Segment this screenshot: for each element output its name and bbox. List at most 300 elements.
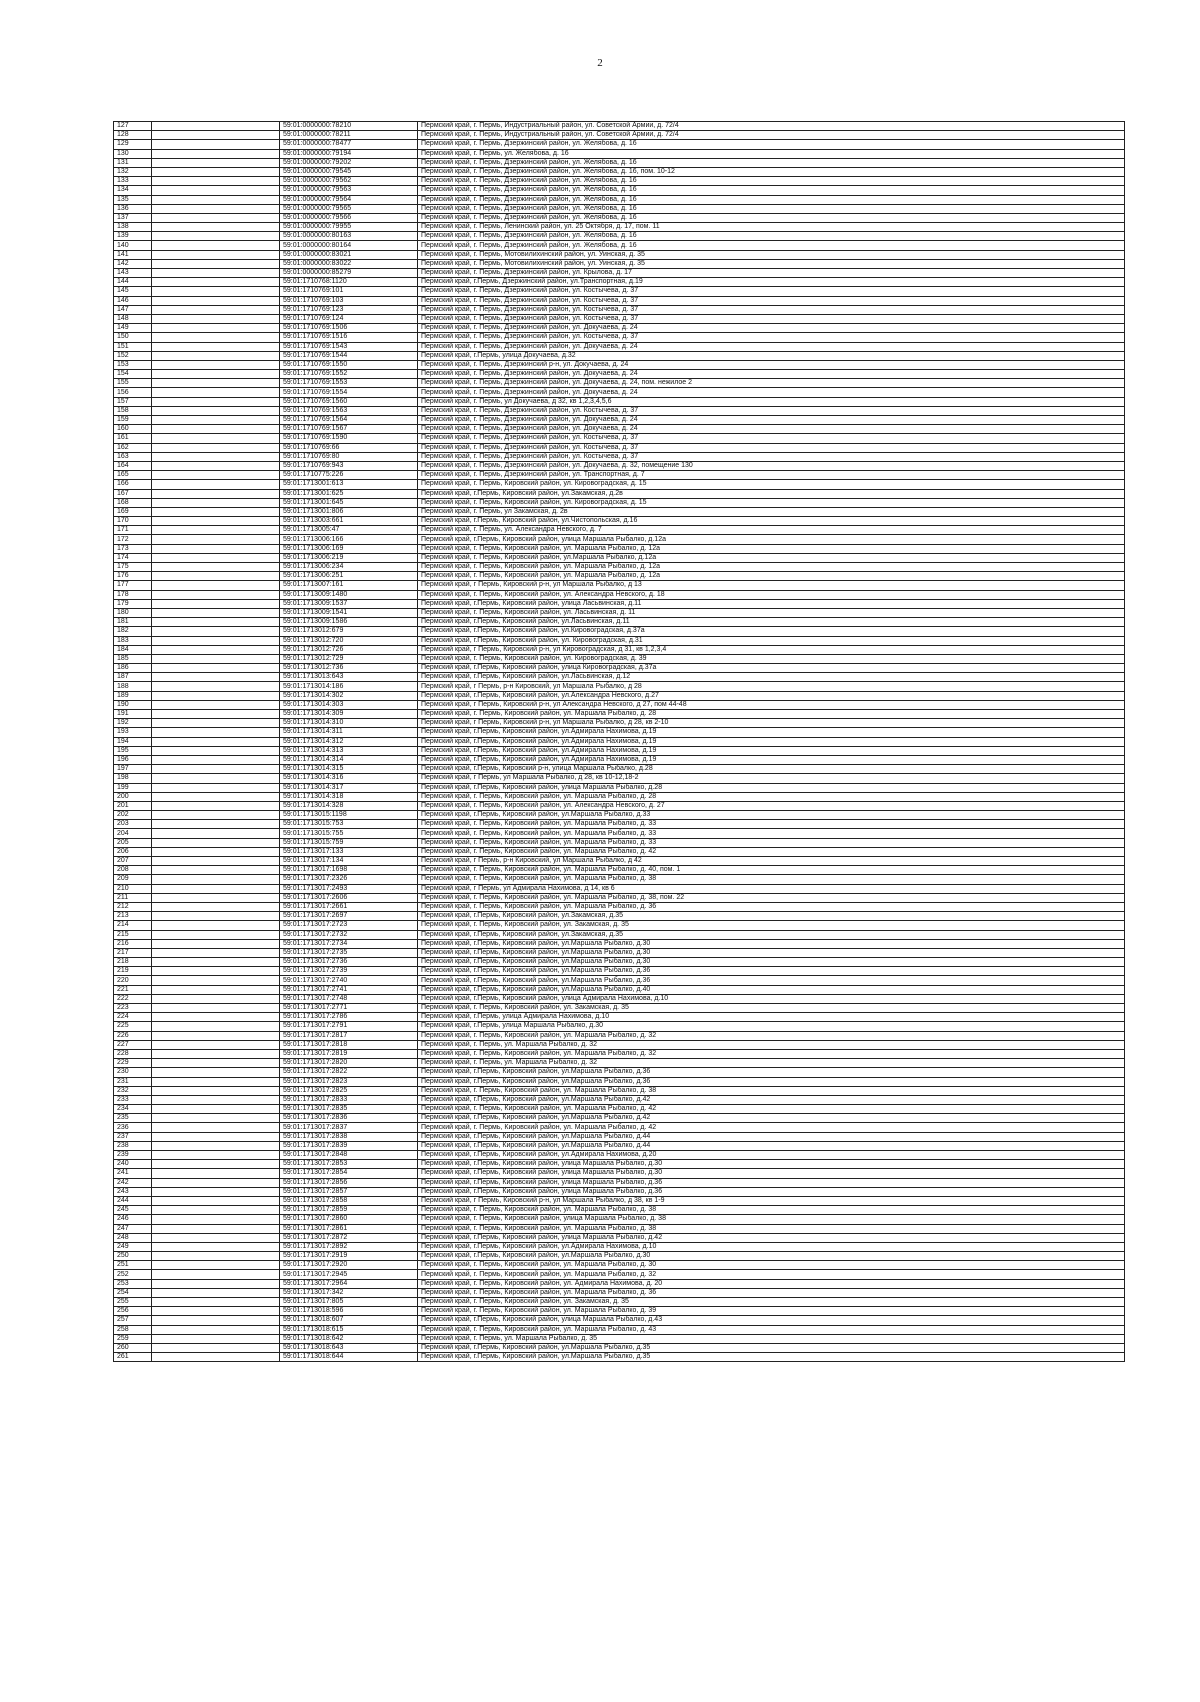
address-cell: Пермский край, г.Пермь, Кировский район, ул.Адмирала Нахимова, д.19 (418, 755, 1125, 764)
table-row (114, 287, 1125, 296)
table-row (114, 223, 1125, 232)
table-row (114, 1233, 1125, 1242)
row-number-cell: 176 (114, 572, 152, 581)
table-row (114, 1068, 1125, 1077)
cadastral-number-cell: 59:01:1710768:1120 (280, 278, 418, 287)
cadastral-number-cell: 59:01:0000000:79565 (280, 204, 418, 213)
address-cell: Пермский край, г.Пермь, Кировский район, ул.Маршала Рыбалко, д.33 (418, 811, 1125, 820)
empty-cell (152, 691, 280, 700)
row-number-cell: 196 (114, 755, 152, 764)
row-number-cell: 181 (114, 618, 152, 627)
empty-cell (152, 498, 280, 507)
cadastral-number-cell: 59:01:1713017:2661 (280, 902, 418, 911)
table-row (114, 535, 1125, 544)
address-cell: Пермский край, г. Пермь, Дзержинский район, ул. Докучаева, д. 24, пом. нежилое 2 (418, 379, 1125, 388)
empty-cell (152, 737, 280, 746)
table-row (114, 710, 1125, 719)
empty-cell (152, 223, 280, 232)
table-row (114, 1334, 1125, 1343)
empty-cell (152, 360, 280, 369)
empty-cell (152, 1059, 280, 1068)
address-cell: Пермский край, г. Пермь, Кировский район, ул. Маршала Рыбалко, д. 33 (418, 820, 1125, 829)
cadastral-number-cell: 59:01:0000000:79545 (280, 167, 418, 176)
cadastral-number-cell: 59:01:1710769:1554 (280, 388, 418, 397)
empty-cell (152, 131, 280, 140)
row-number-cell: 188 (114, 682, 152, 691)
table-row (114, 370, 1125, 379)
row-number-cell: 238 (114, 1141, 152, 1150)
row-number-cell: 245 (114, 1206, 152, 1215)
cadastral-number-cell: 59:01:0000000:79562 (280, 177, 418, 186)
table-row (114, 590, 1125, 599)
address-cell: Пермский край, г. Пермь, Дзержинский район, ул. Желябова, д. 16 (418, 241, 1125, 250)
table-row (114, 902, 1125, 911)
empty-cell (152, 1160, 280, 1169)
address-cell: Пермский край, г.Пермь, Кировский район, ул.Адмирала Нахимова, д.19 (418, 737, 1125, 746)
address-cell: Пермский край, г.Пермь, Кировский район, ул.Маршала Рыбалко, д.42 (418, 1114, 1125, 1123)
address-cell: Пермский край, г.Пермь, Кировский район, ул.Маршала Рыбалко, д.36 (418, 1068, 1125, 1077)
cadastral-number-cell: 59:01:1713009:1537 (280, 599, 418, 608)
address-cell: Пермский край, г. Пермь, Индустриальный район, ул. Советской Армии, д. 72/4 (418, 131, 1125, 140)
address-cell: Пермский край, г. Пермь, Кировский район, ул. Маршала Рыбалко, д. 38 (418, 1206, 1125, 1215)
address-cell: Пермский край, г.Пермь, Кировский район, улица Маршала Рыбалко, д.42 (418, 1233, 1125, 1242)
address-cell: Пермский край, г. Пермь, Кировский район, ул. Александра Невского, д. 27 (418, 801, 1125, 810)
empty-cell (152, 829, 280, 838)
row-number-cell: 223 (114, 1004, 152, 1013)
table-row (114, 461, 1125, 470)
empty-cell (152, 1004, 280, 1013)
empty-cell (152, 994, 280, 1003)
row-number-cell: 217 (114, 948, 152, 957)
table-row (114, 572, 1125, 581)
empty-cell (152, 1325, 280, 1334)
address-cell: Пермский край, г.Пермь, Кировский район, ул.Маршала Рыбалко, д.30 (418, 958, 1125, 967)
row-number-cell: 187 (114, 673, 152, 682)
cadastral-number-cell: 59:01:1713017:2493 (280, 884, 418, 893)
empty-cell (152, 204, 280, 213)
table-row (114, 1132, 1125, 1141)
row-number-cell: 184 (114, 645, 152, 654)
table-row (114, 884, 1125, 893)
row-number-cell: 190 (114, 700, 152, 709)
cadastral-number-cell: 59:01:1713017:2856 (280, 1178, 418, 1187)
empty-cell (152, 884, 280, 893)
cadastral-number-cell: 59:01:1710769:1567 (280, 425, 418, 434)
table-row (114, 149, 1125, 158)
empty-cell (152, 1279, 280, 1288)
address-cell: Пермский край, г. Пермь, Кировский район, ул. Закамская, д. 35 (418, 921, 1125, 930)
empty-cell (152, 1013, 280, 1022)
address-cell: Пермский край, г. Пермь, Дзержинский район, ул. Костычева, д. 37 (418, 452, 1125, 461)
empty-cell (152, 985, 280, 994)
row-number-cell: 208 (114, 866, 152, 875)
empty-cell (152, 654, 280, 663)
row-number-cell: 233 (114, 1095, 152, 1104)
cadastral-number-cell: 59:01:1713003:661 (280, 517, 418, 526)
address-cell: Пермский край, г.Пермь, Кировский район, ул.Маршала Рыбалко, д.30 (418, 939, 1125, 948)
cadastral-number-cell: 59:01:1713014:314 (280, 755, 418, 764)
cadastral-number-cell: 59:01:0000000:80164 (280, 241, 418, 250)
registry-table (113, 121, 1125, 1362)
address-cell: Пермский край, г. Пермь, ул. Александра Невского, д. 7 (418, 526, 1125, 535)
row-number-cell: 195 (114, 746, 152, 755)
table-row (114, 342, 1125, 351)
empty-cell (152, 1114, 280, 1123)
row-number-cell: 194 (114, 737, 152, 746)
address-cell: Пермский край, г.Пермь, Кировский район, ул.Маршала Рыбалко, д.42 (418, 1095, 1125, 1104)
address-cell: Пермский край, г.Пермь, Кировский район, ул.Кировоградская, д.37а (418, 627, 1125, 636)
address-cell: Пермский край, г.Пермь, Кировский район, ул.Маршала Рыбалко, д.36 (418, 1077, 1125, 1086)
cadastral-number-cell: 59:01:1713017:2839 (280, 1141, 418, 1150)
row-number-cell: 152 (114, 351, 152, 360)
table-row (114, 792, 1125, 801)
address-cell: Пермский край, г.Пермь, Кировский район, ул.Чистопольская, д.16 (418, 517, 1125, 526)
empty-cell (152, 241, 280, 250)
table-row (114, 507, 1125, 516)
table-row (114, 1343, 1125, 1352)
row-number-cell: 157 (114, 397, 152, 406)
row-number-cell: 136 (114, 204, 152, 213)
address-cell: Пермский край, г Пермь, р-н Кировский, ул Маршала Рыбалко, д 42 (418, 857, 1125, 866)
table-row (114, 278, 1125, 287)
table-row (114, 241, 1125, 250)
address-cell: Пермский край, г. Пермь, Кировский район, ул. Маршала Рыбалко, д. 36 (418, 902, 1125, 911)
table-row (114, 700, 1125, 709)
row-number-cell: 153 (114, 360, 152, 369)
cadastral-number-cell: 59:01:1710769:101 (280, 287, 418, 296)
table-row (114, 1206, 1125, 1215)
row-number-cell: 200 (114, 792, 152, 801)
table-row (114, 177, 1125, 186)
empty-cell (152, 902, 280, 911)
address-cell: Пермский край, г. Пермь, Дзержинский район, ул. Костычева, д. 37 (418, 305, 1125, 314)
row-number-cell: 160 (114, 425, 152, 434)
cadastral-number-cell: 59:01:0000000:79564 (280, 195, 418, 204)
row-number-cell: 155 (114, 379, 152, 388)
row-number-cell: 186 (114, 664, 152, 673)
address-cell: Пермский край, г. Пермь, Дзержинский район, ул. Желябова, д. 16 (418, 195, 1125, 204)
table-row (114, 471, 1125, 480)
cadastral-number-cell: 59:01:1713017:2920 (280, 1261, 418, 1270)
address-cell: Пермский край, г. Пермь, Дзержинский район, ул. Крылова, д. 17 (418, 269, 1125, 278)
cadastral-number-cell: 59:01:1713018:607 (280, 1316, 418, 1325)
empty-cell (152, 1095, 280, 1104)
empty-cell (152, 333, 280, 342)
empty-cell (152, 1316, 280, 1325)
cadastral-number-cell: 59:01:1710769:1552 (280, 370, 418, 379)
empty-cell (152, 645, 280, 654)
address-cell: Пермский край, г.Пермь, Кировский район, улица Адмирала Нахимова, д.10 (418, 994, 1125, 1003)
empty-cell (152, 1068, 280, 1077)
cadastral-number-cell: 59:01:1713017:2919 (280, 1252, 418, 1261)
row-number-cell: 218 (114, 958, 152, 967)
row-number-cell: 150 (114, 333, 152, 342)
address-cell: Пермский край, г. Пермь, ул. Маршала Рыбалко, д. 32 (418, 1059, 1125, 1068)
address-cell: Пермский край, г.Пермь, Кировский район, ул.Закамская, д.35 (418, 912, 1125, 921)
cadastral-number-cell: 59:01:1713017:2791 (280, 1022, 418, 1031)
address-cell: Пермский край, г. Пермь, Кировский район, ул. Маршала Рыбалко, д. 39 (418, 1307, 1125, 1316)
table-row (114, 186, 1125, 195)
row-number-cell: 147 (114, 305, 152, 314)
row-number-cell: 173 (114, 544, 152, 553)
table-row (114, 1031, 1125, 1040)
empty-cell (152, 682, 280, 691)
address-cell: Пермский край, г. Пермь, Дзержинский район, ул. Костычева, д. 37 (418, 287, 1125, 296)
address-cell: Пермский край, г. Пермь, Дзержинский район, ул. Докучаева, д. 32, помещение 130 (418, 461, 1125, 470)
address-cell: Пермский край, г. Пермь, Дзержинский район, ул. Костычева, д. 37 (418, 434, 1125, 443)
address-cell: Пермский край, г. Пермь, Кировский район, ул. Маршала Рыбалко, д. 33 (418, 829, 1125, 838)
cadastral-number-cell: 59:01:1713017:2786 (280, 1013, 418, 1022)
address-cell: Пермский край, г.Пермь, Дзержинский район, ул.Транспортная, д.19 (418, 278, 1125, 287)
address-cell: Пермский край, г.Пермь, Кировский район, ул.Ласьвинская, д.12 (418, 673, 1125, 682)
cadastral-number-cell: 59:01:0000000:78210 (280, 122, 418, 131)
cadastral-number-cell: 59:01:1710769:123 (280, 305, 418, 314)
address-cell: Пермский край, г Пермь, Кировский р-н, ул Александра Невского, д 27, пом 44-48 (418, 700, 1125, 709)
address-cell: Пермский край, г. Пермь, Кировский район, ул.Маршала Рыбалко, д.12а (418, 553, 1125, 562)
table-row (114, 1325, 1125, 1334)
cadastral-number-cell: 59:01:1713017:2854 (280, 1169, 418, 1178)
row-number-cell: 252 (114, 1270, 152, 1279)
table-row (114, 645, 1125, 654)
table-row (114, 838, 1125, 847)
empty-cell (152, 599, 280, 608)
row-number-cell: 183 (114, 636, 152, 645)
empty-cell (152, 746, 280, 755)
row-number-cell: 146 (114, 296, 152, 305)
address-cell: Пермский край, г.Пермь, Кировский район, улица Маршала Рыбалко, д.43 (418, 1316, 1125, 1325)
row-number-cell: 193 (114, 728, 152, 737)
row-number-cell: 164 (114, 461, 152, 470)
table-row (114, 388, 1125, 397)
row-number-cell: 253 (114, 1279, 152, 1288)
row-number-cell: 212 (114, 902, 152, 911)
cadastral-number-cell: 59:01:1710769:1590 (280, 434, 418, 443)
empty-cell (152, 765, 280, 774)
table-row (114, 195, 1125, 204)
empty-cell (152, 820, 280, 829)
empty-cell (152, 122, 280, 131)
address-cell: Пермский край, г. Пермь, Дзержинский район, ул. Костычева, д. 37 (418, 406, 1125, 415)
empty-cell (152, 167, 280, 176)
table-row (114, 167, 1125, 176)
table-row (114, 627, 1125, 636)
empty-cell (152, 314, 280, 323)
row-number-cell: 199 (114, 783, 152, 792)
row-number-cell: 139 (114, 232, 152, 241)
table-row (114, 1178, 1125, 1187)
row-number-cell: 248 (114, 1233, 152, 1242)
address-cell: Пермский край, г. Пермь, ул. Маршала Рыбалко, д. 32 (418, 1040, 1125, 1049)
row-number-cell: 185 (114, 654, 152, 663)
cadastral-number-cell: 59:01:1713014:317 (280, 783, 418, 792)
empty-cell (152, 811, 280, 820)
address-cell: Пермский край, г.Пермь, Кировский район, ул.Закамская, д.35 (418, 930, 1125, 939)
empty-cell (152, 636, 280, 645)
cadastral-number-cell: 59:01:0000000:80163 (280, 232, 418, 241)
cadastral-number-cell: 59:01:1713014:312 (280, 737, 418, 746)
cadastral-number-cell: 59:01:1713009:1541 (280, 608, 418, 617)
address-cell: Пермский край, г.Пермь, Кировский район, ул.Адмирала Нахимова, д.10 (418, 1242, 1125, 1251)
empty-cell (152, 710, 280, 719)
table-row (114, 1307, 1125, 1316)
address-cell: Пермский край, г. Пермь, Дзержинский район, ул. Желябова, д. 16 (418, 158, 1125, 167)
cadastral-number-cell: 59:01:0000000:83022 (280, 259, 418, 268)
row-number-cell: 162 (114, 443, 152, 452)
empty-cell (152, 480, 280, 489)
empty-cell (152, 1343, 280, 1352)
row-number-cell: 175 (114, 563, 152, 572)
row-number-cell: 205 (114, 838, 152, 847)
empty-cell (152, 553, 280, 562)
table-row (114, 360, 1125, 369)
table-row (114, 774, 1125, 783)
cadastral-number-cell: 59:01:1713014:186 (280, 682, 418, 691)
row-number-cell: 234 (114, 1105, 152, 1114)
table-row (114, 948, 1125, 957)
row-number-cell: 239 (114, 1151, 152, 1160)
table-row (114, 397, 1125, 406)
empty-cell (152, 1334, 280, 1343)
address-cell: Пермский край, г. Пермь, ул Докучаева, д 32, кв 1,2,3,4,5,6 (418, 397, 1125, 406)
table-row (114, 866, 1125, 875)
row-number-cell: 180 (114, 608, 152, 617)
address-cell: Пермский край, г. Пермь, ул. Желябова, д. 16 (418, 149, 1125, 158)
empty-cell (152, 1252, 280, 1261)
address-cell: Пермский край, г. Пермь, Дзержинский район, ул. Желябова, д. 16 (418, 213, 1125, 222)
empty-cell (152, 1307, 280, 1316)
cadastral-number-cell: 59:01:1710769:80 (280, 452, 418, 461)
row-number-cell: 254 (114, 1288, 152, 1297)
cadastral-number-cell: 59:01:1713017:2853 (280, 1160, 418, 1169)
table-row (114, 958, 1125, 967)
cadastral-number-cell: 59:01:1713014:328 (280, 801, 418, 810)
row-number-cell: 260 (114, 1343, 152, 1352)
row-number-cell: 231 (114, 1077, 152, 1086)
table-row (114, 406, 1125, 415)
empty-cell (152, 535, 280, 544)
table-row (114, 131, 1125, 140)
row-number-cell: 202 (114, 811, 152, 820)
table-row (114, 829, 1125, 838)
row-number-cell: 137 (114, 213, 152, 222)
empty-cell (152, 1077, 280, 1086)
empty-cell (152, 544, 280, 553)
empty-cell (152, 1270, 280, 1279)
table-row (114, 122, 1125, 131)
cadastral-number-cell: 59:01:1713001:645 (280, 498, 418, 507)
address-cell: Пермский край, г.Пермь, Кировский район, ул.Ласьвинская, д.11 (418, 618, 1125, 627)
empty-cell (152, 1169, 280, 1178)
cadastral-number-cell: 59:01:1713001:613 (280, 480, 418, 489)
table-row (114, 1252, 1125, 1261)
table-row (114, 1105, 1125, 1114)
empty-cell (152, 259, 280, 268)
cadastral-number-cell: 59:01:1713009:1480 (280, 590, 418, 599)
address-cell: Пермский край, г. Пермь, Дзержинский район, ул. Костычева, д. 37 (418, 296, 1125, 305)
empty-cell (152, 397, 280, 406)
empty-cell (152, 1206, 280, 1215)
empty-cell (152, 1242, 280, 1251)
empty-cell (152, 517, 280, 526)
row-number-cell: 213 (114, 912, 152, 921)
row-number-cell: 178 (114, 590, 152, 599)
address-cell: Пермский край, г.Пермь, Кировский район, улица Маршала Рыбалко, д.30 (418, 1160, 1125, 1169)
empty-cell (152, 149, 280, 158)
address-cell: Пермский край, г. Пермь, Кировский район, ул. Маршала Рыбалко, д. 38 (418, 875, 1125, 884)
page-number: 2 (597, 57, 603, 69)
cadastral-number-cell: 59:01:1710769:103 (280, 296, 418, 305)
cadastral-number-cell: 59:01:1713017:2819 (280, 1049, 418, 1058)
table-row (114, 259, 1125, 268)
row-number-cell: 226 (114, 1031, 152, 1040)
address-cell: Пермский край, г. Пермь, Кировский район, ул. Маршала Рыбалко, д. 40, пом. 1 (418, 866, 1125, 875)
address-cell: Пермский край, г.Пермь, Кировский район, ул.Маршала Рыбалко, д.36 (418, 967, 1125, 976)
cadastral-number-cell: 59:01:1713006:251 (280, 572, 418, 581)
row-number-cell: 207 (114, 857, 152, 866)
cadastral-number-cell: 59:01:1713009:1586 (280, 618, 418, 627)
cadastral-number-cell: 59:01:1713017:2848 (280, 1151, 418, 1160)
empty-cell (152, 526, 280, 535)
row-number-cell: 129 (114, 140, 152, 149)
empty-cell (152, 434, 280, 443)
row-number-cell: 201 (114, 801, 152, 810)
address-cell: Пермский край, г.Пермь, Кировский район, улица Маршала Рыбалко, д.28 (418, 783, 1125, 792)
empty-cell (152, 1086, 280, 1095)
cadastral-number-cell: 59:01:1713017:2822 (280, 1068, 418, 1077)
table-row (114, 498, 1125, 507)
address-cell: Пермский край, г Пермь, Кировский р-н, ул Маршала Рыбалко, д 38, кв 1-9 (418, 1196, 1125, 1205)
empty-cell (152, 388, 280, 397)
cadastral-number-cell: 59:01:1713017:805 (280, 1298, 418, 1307)
address-cell: Пермский край, г. Пермь, Дзержинский р-н, ул. Докучаева, д. 24 (418, 360, 1125, 369)
row-number-cell: 140 (114, 241, 152, 250)
table-row (114, 755, 1125, 764)
empty-cell (152, 1224, 280, 1233)
address-cell: Пермский край, г. Пермь, ул Закамская, д. 2в (418, 507, 1125, 516)
empty-cell (152, 563, 280, 572)
row-number-cell: 256 (114, 1307, 152, 1316)
table-row (114, 737, 1125, 746)
cadastral-number-cell: 59:01:1713017:2859 (280, 1206, 418, 1215)
empty-cell (152, 342, 280, 351)
address-cell: Пермский край, г. Пермь, Кировский район, ул. Маршала Рыбалко, д. 36 (418, 1288, 1125, 1297)
address-cell: Пермский край, г. Пермь, Кировский район, ул. Маршала Рыбалко, д. 12а (418, 572, 1125, 581)
empty-cell (152, 416, 280, 425)
empty-cell (152, 443, 280, 452)
empty-cell (152, 1187, 280, 1196)
cadastral-number-cell: 59:01:0000000:79955 (280, 223, 418, 232)
empty-cell (152, 324, 280, 333)
table-row (114, 1049, 1125, 1058)
address-cell: Пермский край, г.Пермь, Кировский район, ул.Маршала Рыбалко, д.30 (418, 1252, 1125, 1261)
cadastral-number-cell: 59:01:1713017:2818 (280, 1040, 418, 1049)
table-row (114, 1086, 1125, 1095)
table-row (114, 1298, 1125, 1307)
cadastral-number-cell: 59:01:1713014:313 (280, 746, 418, 755)
address-cell: Пермский край, г. Пермь, Индустриальный район, ул. Советской Армии, д. 72/4 (418, 122, 1125, 131)
address-cell: Пермский край, г. Пермь, Мотовилихинский район, ул. Уинская, д. 35 (418, 250, 1125, 259)
cadastral-number-cell: 59:01:1713014:315 (280, 765, 418, 774)
row-number-cell: 215 (114, 930, 152, 939)
row-number-cell: 131 (114, 158, 152, 167)
table-row (114, 599, 1125, 608)
cadastral-number-cell: 59:01:1713017:2964 (280, 1279, 418, 1288)
table-row (114, 480, 1125, 489)
address-cell: Пермский край, г. Пермь, Кировский район, ул. Маршала Рыбалко, д. 32 (418, 1031, 1125, 1040)
cadastral-number-cell: 59:01:1713017:2857 (280, 1187, 418, 1196)
row-number-cell: 144 (114, 278, 152, 287)
cadastral-number-cell: 59:01:1710769:1550 (280, 360, 418, 369)
